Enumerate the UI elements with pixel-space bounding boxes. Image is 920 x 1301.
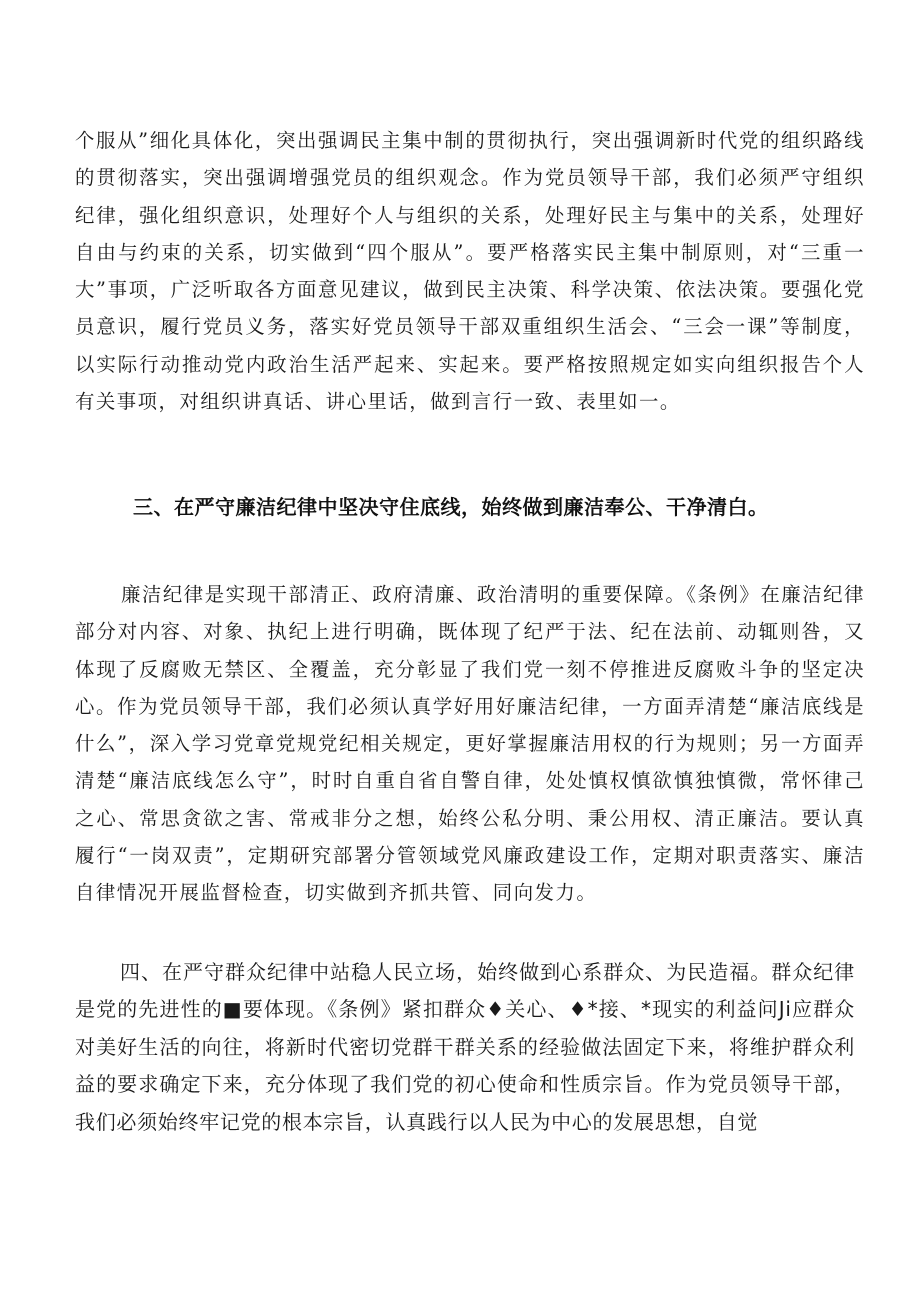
section-heading-integrity-discipline: 三、在严守廉洁纪律中坚决守住底线，始终做到廉洁奉公、干净清白。 [133, 495, 769, 519]
body-paragraph-organization-discipline: 个服从”细化具体化，突出强调民主集中制的贯彻执行，突出强调新时代党的组织路线的贯彻落实，突出强调增强党员的组织观念。作为党员领导干部，我们必须严守组织纪律，强化组织意识，处理好个人与组织的关系，处理好民主与集中的关系，处理好自由与约束的关系，切实做到“四个服从”。要严格落实民主集中制原则，对“三重一大”事项，广泛听取各方面意见建议，做到民主决策、科学决策、依法决策。要强化党员意识，履行党员义务，落实好党员领导干部双重组织生活会、“三会一课”等制度，以实际行动推动党内政治生活严起来、实起来。要严格按照规定如实向组织报告个人有关事项，对组织讲真话、讲心里话，做到言行一致、表里如一。 [75, 129, 865, 414]
body-paragraph-mass-discipline: 四、在严守群众纪律中站稳人民立场，始终做到心系群众、为民造福。群众纪律是党的先进性的■要体现。《条例》紧扣群众♦关心、♦*接、*现实的利益问Ji应群众对美好生活的向往，将新时代密切党群干群关系的经验做法固定下来，将维护群众利益的要求确定下来，充分体现了我们党的初心使命和性质宗旨。作为党员领导干部，我们必须始终牢记党的根本宗旨，认真践行以人民为中心的发展思想，自觉 [75, 960, 855, 1134]
body-paragraph-integrity-discipline: 廉洁纪律是实现干部清正、政府清廉、政治清明的重要保障。《条例》在廉洁纪律部分对内容、对象、执纪上进行明确，既体现了纪严于法、纪在法前、动辄则咎，又体现了反腐败无禁区、全覆盖，充分彰显了我们党一刻不停推进反腐败斗争的坚定决心。作为党员领导干部，我们必须认真学好用好廉洁纪律，一方面弄清楚“廉洁底线是什么”，深入学习党章党规党纪相关规定，更好掌握廉洁用权的行为规则；另一方面弄清楚“廉洁底线怎么守”，时时自重自省自警自律，处处慎权慎欲慎独慎微，常怀律己之心、常思贪欲之害、常戒非分之想，始终公私分明、秉公用权、清正廉洁。要认真履行“一岗双责”，定期研究部署分管领域党风廉政建设工作，定期对职责落实、廉洁自律情况开展监督检查，切实做到齐抓共管、同向发力。 [75, 583, 865, 905]
